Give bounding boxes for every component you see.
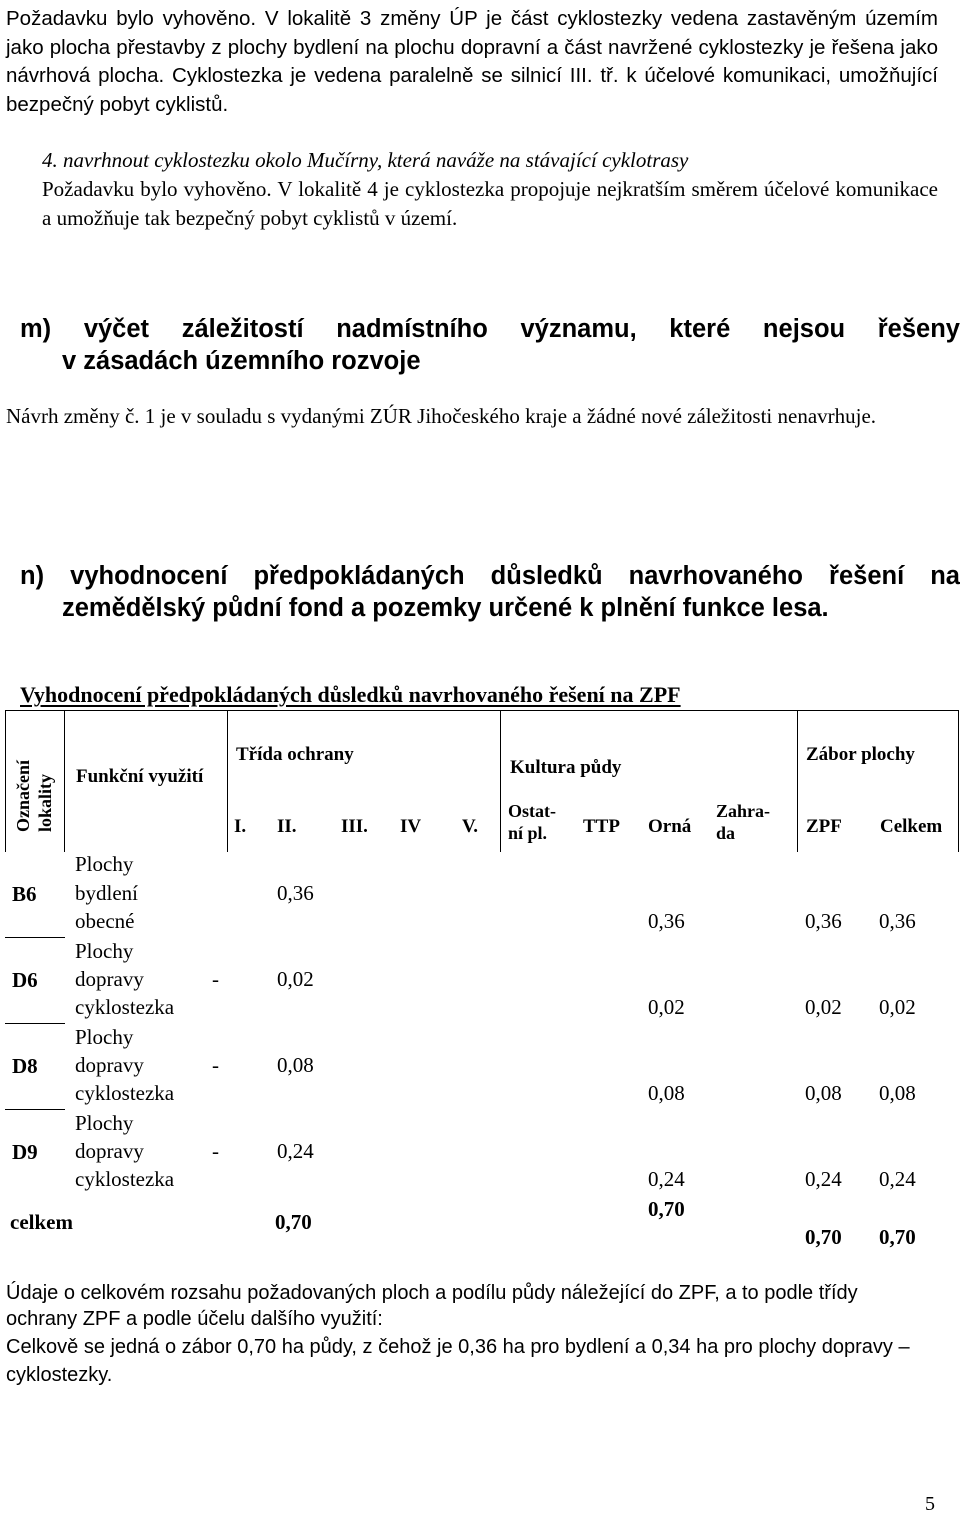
header-kultura-pudy: Kultura půdy: [510, 757, 622, 778]
header-class-ii: II.: [277, 816, 297, 837]
summary-paragraph-1: Údaje o celkovém rozsahu požadovaných ploch a podílu půdy náležející do ZPF, a to podle třídy ochrany ZPF a podle účelu dalšího využití:: [6, 1282, 858, 1330]
total-class-ii: 0,70: [275, 1210, 312, 1234]
row-use-line2: dopravy: [75, 1053, 144, 1077]
row-celkem: 0,08: [879, 1081, 916, 1105]
row-use-line2: dopravy: [75, 967, 144, 991]
header-ostatni-line2: ní pl.: [508, 823, 548, 843]
section-m-heading-line1: m) výčet záležitostí nadmístního významu, které nejsou řešeny: [20, 315, 960, 343]
row-zpf: 0,08: [805, 1081, 842, 1105]
row-use-line3: cyklostezka: [75, 995, 175, 1019]
row-celkem: 0,02: [879, 995, 916, 1019]
header-class-i: I.: [234, 816, 247, 837]
row-zpf: 0,02: [805, 995, 842, 1019]
header-class-iv: IV: [400, 816, 422, 837]
row-orna: 0,08: [648, 1081, 685, 1105]
header-zpf: ZPF: [806, 816, 842, 837]
row-use-dash: -: [212, 967, 219, 991]
row-use-line1: Plochy: [75, 1025, 134, 1049]
row-orna: 0,02: [648, 995, 685, 1019]
header-orna: Orná: [648, 816, 692, 837]
item-4-text: Požadavku bylo vyhověno. V lokalitě 4 je cyklostezka propojuje nejkratším směrem účelové komunikace a umožňuje tak bezpečný pobyt cyklistů v území.: [42, 177, 938, 230]
section-m-heading-line2: v zásadách územního rozvoje: [62, 347, 421, 375]
row-use-line3: obecné: [75, 909, 135, 933]
row-use-line3: cyklostezka: [75, 1081, 175, 1105]
row-code: B6: [12, 882, 37, 906]
section-n-heading-line2: zemědělský půdní fond a pozemky určené k plnění funkce lesa.: [62, 594, 829, 622]
row-use-line1: Plochy: [75, 852, 134, 876]
row-use-line1: Plochy: [75, 939, 134, 963]
page-number: 5: [925, 1493, 935, 1515]
header-class-iii: III.: [341, 816, 368, 837]
header-zabor-plochy: Zábor plochy: [806, 744, 915, 765]
row-use-dash: -: [212, 1053, 219, 1077]
header-funkcni-vyuziti: Funkční využití: [76, 766, 204, 787]
row-code: D9: [12, 1140, 38, 1164]
row-use-dash: -: [212, 1139, 219, 1163]
total-celkem: 0,70: [879, 1225, 916, 1249]
item-4-title: 4. navrhnout cyklostezku okolo Mučírny, která naváže na stávající cyklotrasy: [42, 148, 689, 172]
row-class-ii: 0,36: [277, 881, 314, 905]
row-class-ii: 0,24: [277, 1139, 314, 1163]
header-zahrada-line1: Zahra-: [716, 801, 770, 821]
section-n-heading-line1: n) vyhodnocení předpokládaných důsledků navrhovaného řešení na: [20, 562, 960, 590]
row-zpf: 0,24: [805, 1167, 842, 1191]
header-celkem: Celkem: [880, 816, 943, 837]
row-celkem: 0,36: [879, 909, 916, 933]
row-celkem: 0,24: [879, 1167, 916, 1191]
section-m-text: Návrh změny č. 1 je v souladu s vydanými ZÚR Jihočeského kraje a žádné nové záležitosti nenavrhuje.: [6, 404, 877, 428]
row-use-line1: Plochy: [75, 1111, 134, 1135]
row-zpf: 0,36: [805, 909, 842, 933]
row-class-ii: 0,08: [277, 1053, 314, 1077]
row-use-line3: cyklostezka: [75, 1167, 175, 1191]
table-title: Vyhodnocení předpokládaných důsledků navrhovaného řešení na ZPF: [20, 682, 681, 707]
row-code: D6: [12, 968, 38, 992]
total-orna: 0,70: [648, 1197, 685, 1221]
header-zahrada-line2: da: [716, 823, 736, 843]
row-class-ii: 0,02: [277, 967, 314, 991]
row-use-line2: bydlení: [75, 881, 138, 905]
total-zpf: 0,70: [805, 1225, 842, 1249]
header-trida-ochrany: Třída ochrany: [236, 744, 354, 765]
header-ttp: TTP: [583, 816, 620, 837]
row-code: D8: [12, 1054, 38, 1078]
header-class-v: V.: [462, 816, 479, 837]
intro-paragraph: Požadavku bylo vyhověno. V lokalitě 3 změny ÚP je část cyklostezky vedena zastavěným územím jako plocha přestavby z plochy bydlení na plochu dopravní a část navržené cyklostezky je řešena jako návrhová plocha. Cyklostezka je vedena paralelně se silnicí III. tř. k účelové komunikaci, umožňující bezpečný pobyt cyklistů.: [6, 7, 938, 116]
header-oznaceni: Označení lokality: [13, 760, 55, 832]
row-orna: 0,24: [648, 1167, 685, 1191]
header-ostatni-line1: Ostat-: [508, 801, 556, 821]
row-use-line2: dopravy: [75, 1139, 144, 1163]
row-orna: 0,36: [648, 909, 685, 933]
summary-paragraph-2: Celkově se jedná o zábor 0,70 ha půdy, z čehož je 0,36 ha pro bydlení a 0,34 ha pro plochy dopravy – cyklostezky.: [6, 1336, 910, 1386]
total-label: celkem: [10, 1210, 73, 1234]
